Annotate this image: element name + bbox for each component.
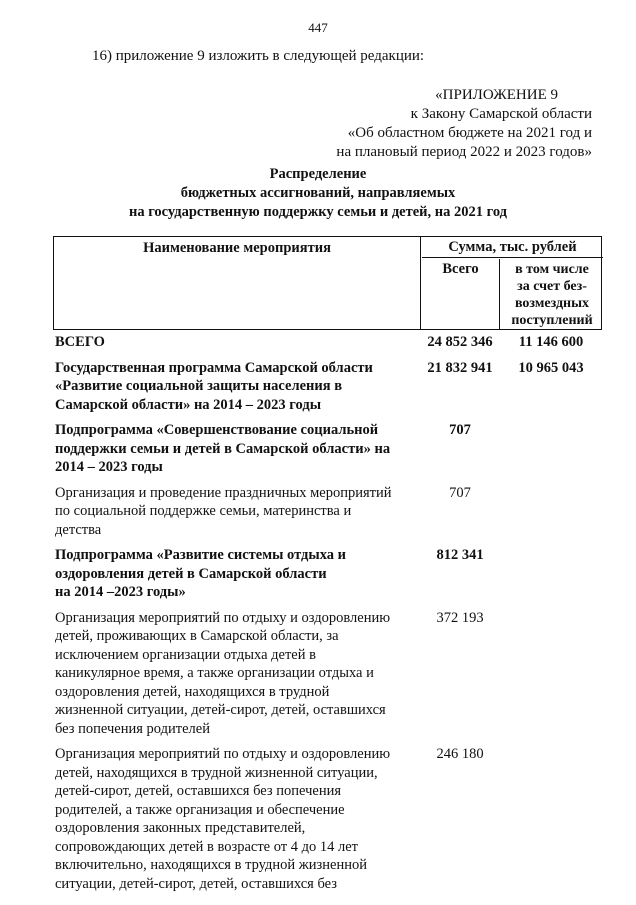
budget-table [53, 236, 602, 900]
row-total: 246 180 [436, 746, 484, 762]
column-header-included-line: возмездных [514, 296, 590, 311]
row-name-line: оздоровления детей в Самарской области [55, 565, 327, 582]
row-name-line: родителей, а также организация и обеспечение [55, 801, 345, 818]
row-name-line: по социальной поддержке семьи, материнства и [55, 503, 352, 519]
column-header-sum: Сумма, тыс. рублей [422, 237, 603, 258]
row-name-line: Организация и проведение праздничных мероприятий [55, 484, 392, 501]
table-header [53, 236, 602, 330]
row-name-line: детей, находящихся в трудной жизненной ситуации, [55, 764, 378, 781]
row-name-line: ситуации, детей-сирот, детей, оставшихся без [55, 875, 337, 892]
row-name [53, 546, 405, 602]
column-header-total: Всего [422, 259, 500, 329]
table-row [53, 333, 602, 352]
table-row [53, 484, 602, 540]
heading-line: бюджетных ассигнований, направляемых [180, 185, 456, 201]
row-name-line: на 2014 –2023 годы» [55, 584, 186, 600]
column-header-included-line: за счет без- [517, 279, 587, 294]
row-included: 10 965 043 [518, 359, 584, 376]
column-header-included-line: в том числе [515, 262, 589, 277]
row-name-line: детства [55, 521, 102, 538]
row-name-line: без попечения родителей [55, 720, 210, 737]
row-name-line: Самарской области» на 2014 – 2023 годы [55, 396, 322, 413]
row-name [53, 609, 405, 739]
appendix-line: «Об областном бюджете на 2021 год и [347, 125, 592, 141]
row-total: 707 [449, 484, 471, 501]
row-name-line: включительно, находящихся в трудной жизненной [55, 857, 367, 873]
row-name-line: Подпрограмма «Развитие системы отдыха и [55, 547, 346, 563]
heading-line: на государственную поддержку семьи и детей, на 2021 год [128, 204, 508, 220]
page-number: 447 [308, 20, 328, 35]
row-name-line: оздоровления детей, находящихся в трудной [55, 683, 330, 700]
row-name-line: Государственная программа Самарской области [55, 359, 373, 376]
row-name-line: Организация мероприятий по отдыху и оздоровлению [55, 609, 391, 626]
row-name [53, 484, 405, 540]
table-body [53, 333, 602, 893]
column-header-name: Наименование мероприятия [54, 237, 421, 329]
table-row [53, 421, 602, 477]
row-name-line: жизненной ситуации, детей-сирот, детей, оставшихся [55, 702, 386, 718]
row-total: 21 832 941 [427, 359, 493, 376]
row-name-line: Организация мероприятий по отдыху и оздоровлению [55, 746, 391, 762]
row-name-line: сопровождающих детей в возрасте от 4 до 14 лет [55, 838, 359, 855]
row-name-line: оздоровления законных представителей, [55, 820, 306, 836]
row-name-line: детей-сирот, детей, оставшихся без попечения [55, 783, 342, 799]
appendix-line: к Закону Самарской области [410, 106, 592, 122]
row-name [53, 333, 405, 352]
row-name-line: 2014 – 2023 годы [55, 459, 163, 475]
appendix-title: «ПРИЛОЖЕНИЕ 9 [435, 87, 558, 103]
row-name-line: Подпрограмма «Совершенствование социальной [55, 422, 379, 438]
row-total: 372 193 [436, 609, 484, 626]
column-header-included-line: поступлений [511, 313, 593, 328]
table-row [53, 359, 602, 415]
row-name-line: исключением организации отдыха детей в [55, 646, 316, 663]
table-row [53, 745, 602, 893]
row-name [53, 421, 405, 477]
table-row [53, 546, 602, 602]
row-name-line: ВСЕГО [55, 334, 105, 350]
row-name-line: поддержки семьи и детей в Самарской области» на [55, 440, 391, 457]
row-name-line: детей, проживающих в Самарской области, за [55, 628, 339, 644]
row-name-line: каникулярное время, а также организации отдыха и [55, 665, 374, 681]
table-row [53, 609, 602, 739]
row-total: 24 852 346 [427, 334, 493, 350]
row-total: 812 341 [436, 547, 484, 563]
column-header-included [501, 259, 603, 329]
appendix-header [336, 86, 592, 162]
heading-line: Распределение [269, 166, 367, 182]
row-name [53, 359, 405, 415]
document-heading [0, 165, 636, 222]
row-included: 11 146 600 [518, 334, 584, 350]
appendix-line: на плановый период 2022 и 2023 годов» [336, 144, 592, 160]
row-total: 707 [449, 422, 471, 438]
row-name-line: «Развитие социальной защиты населения в [55, 378, 343, 394]
row-name [53, 745, 405, 893]
intro-text: 16) приложение 9 изложить в следующей редакции: [92, 48, 425, 64]
